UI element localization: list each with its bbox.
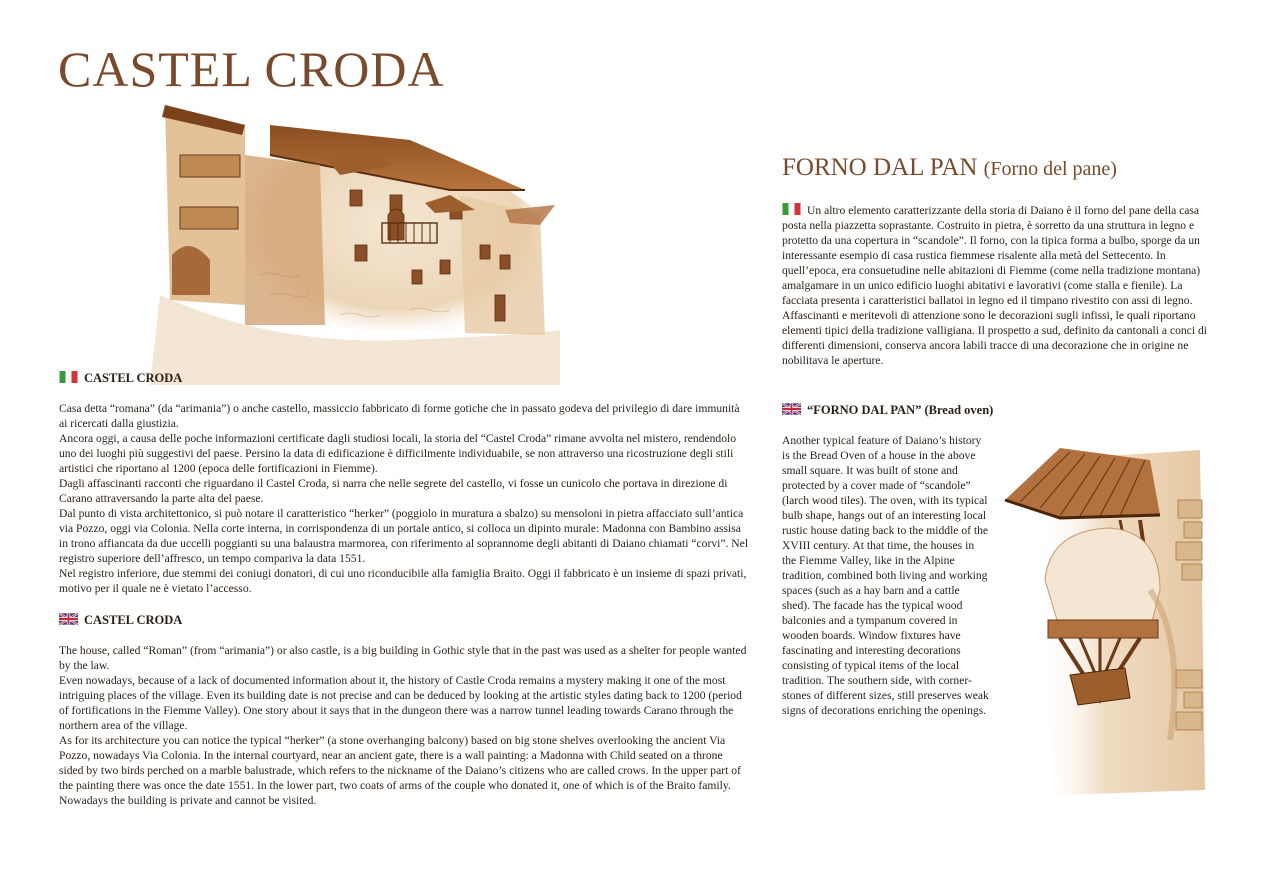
castel-it-paragraph: Dal punto di vista architettonico, si può notare il caratteristico “herker” (poggiolo in muratura a sbalzo) su mensoloni in pietra affacciato sull’antica via Pozzo, oggi via Colonia. Nella corte interna, in corrispondenza di un portale antico, si colloca un dipinto murale: Madonna con Bambino assisa in trono affiancata da due uccelli poggianti su una balaustra marmorea, con riferimento al soprannome degli abitanti di Daiano chiamati “corvi”. Nel registro superiore dell’affresco, un tempo compariva la data 1551.	[59, 507, 749, 565]
castel-it-heading-text: CASTEL CRODA	[84, 371, 183, 385]
forno-en-heading	[782, 402, 993, 418]
castel-en-paragraph: As for its architecture you can notice the typical “herker” (a stone overhanging balcony) based on big stone shelves overlooking the ancient Via Pozzo, nowadays Via Colonia. In the internal courtyard, near an ancient gate, there is a wall painting: a Madonna with Child seated on a throne sided by two birds perched on a marble balustrade, which refers to the nickname of the Daiano’s citizens who are called crows. In the upper part of the painting there was once the date 1551. In the lower part, two coats of arms of the couple who donated it, one of which is of the Braito family. Nowadays the building is private and cannot be visited.	[59, 734, 741, 807]
forno-it-paragraph: Un altro elemento caratterizzante della storia di Daiano è il forno del pane della casa posta nella piazzetta soprastante. Costruito in pietra, è sorretto da una struttura in legno e protetto da una copertura in “scandole”. Il forno, con la tipica forma a bulbo, sporge da un interessante esempio di casa rustica fiemmese risalente alla metà del Settecento. In quell’epoca, era consuetudine nelle abitazioni di Fiemme (come nella tradizione montana) amalgamare in un unico edificio luoghi abitativi e lavorativi (come stalla e fienile). La facciata presenta i caratteristici ballatoi in legno ed il timpano rivestito con assi di legno. Affascinanti e meritevoli di attenzione sono le decorazioni sugli infissi, le quali riportano elementi tipici della tradizione valligiana. Il prospetto a sud, definito da cantonali a conci di differenti dimensioni, conserva ancora labili tracce di una decorazione che in origine ne nobilitava le aperture.	[782, 204, 1207, 367]
castel-en-paragraph: The house, called “Roman” (from “arimania”) or also castle, is a big building in Gothic style that in the past was used as a shelter for people wanted by the law.	[59, 644, 747, 672]
uk-flag-icon	[782, 403, 801, 415]
castel-en-heading	[59, 612, 182, 628]
forno-title-main: FORNO DAL PAN	[782, 154, 978, 181]
castel-it-text	[59, 401, 749, 596]
uk-flag-icon	[59, 613, 78, 625]
forno-en-text	[782, 433, 990, 718]
castel-croda-illustration	[150, 95, 562, 385]
page-title: CASTEL CRODA	[58, 41, 445, 97]
castel-it-paragraph: Casa detta “romana” (da “arimania”) o anche castello, massiccio fabbricato di forme gotiche che in passato godeva del privilegio di dare immunità ai ricercati dalla giustizia.	[59, 402, 740, 430]
castel-en-paragraph: Even nowadays, because of a lack of documented information about it, the history of Castle Croda remains a mystery making it one of the most intriguing places of the village. Even its building date is not precise and can be deduced by looking at the artistic styles dating back to 1200 (period of fortifications in the Fiemme Valley). One story about it says that in the dungeon there was a narrow tunnel leading towards Carano through the northern area of the village.	[59, 674, 742, 732]
italian-flag-icon	[782, 203, 801, 215]
italian-flag-icon	[59, 371, 78, 383]
forno-en-paragraph: Another typical feature of Daiano’s history is the Bread Oven of a house in the above small square. It was built of stone and protected by a cover made of “scandole” (larch wood tiles). The oven, with its typical bulb shape, hangs out of an interesting local rustic house dating back to the middle of the XVIII century. At that time, the houses in the Fiemme Valley, like in the Alpine tradition, combined both living and working spaces (such as a hay barn and a cattle shed). The facade has the typical wood balconies and a tympanum covered in wooden boards. Window fixtures have fascinating and interesting decorations consisting of typical items of the local tradition. The southern side, with corner-stones of different sizes, still preserves weak signs of decorations enriching the openings.	[782, 434, 989, 717]
forno-title	[782, 152, 1117, 185]
castel-it-paragraph: Dagli affascinanti racconti che riguardano il Castel Croda, si narra che nelle segrete del castello, vi fosse un cunicolo che portava in direzione di Carano attraversando la parte alta del paese.	[59, 477, 728, 505]
castel-en-heading-text: CASTEL CRODA	[84, 613, 183, 627]
forno-title-sub: (Forno del pane)	[983, 158, 1117, 180]
forno-it-text	[782, 203, 1218, 368]
castel-it-paragraph: Nel registro inferiore, due stemmi dei coniugi donatori, di cui uno riconducibile alla famiglia Braito. Oggi il fabbricato è un insieme di spazi privati, motivo per il quale ne è vietato l’accesso.	[59, 567, 747, 595]
bread-oven-illustration	[1000, 440, 1212, 802]
forno-en-heading-text: “FORNO DAL PAN” (Bread oven)	[807, 403, 994, 417]
castel-it-paragraph: Ancora oggi, a causa delle poche informazioni certificate dagli studiosi locali, la storia del “Castel Croda” rimane avvolta nel mistero, rendendolo uno dei luoghi più suggestivi del paese. Persino la data di edificazione è difficilmente individuabile, se non attraverso una ricostruzione degli stili artistici che riportano al 1200 (epoca delle fortificazioni in Fiemme).	[59, 432, 737, 475]
castel-en-text	[59, 643, 749, 808]
castel-it-heading	[59, 370, 182, 386]
